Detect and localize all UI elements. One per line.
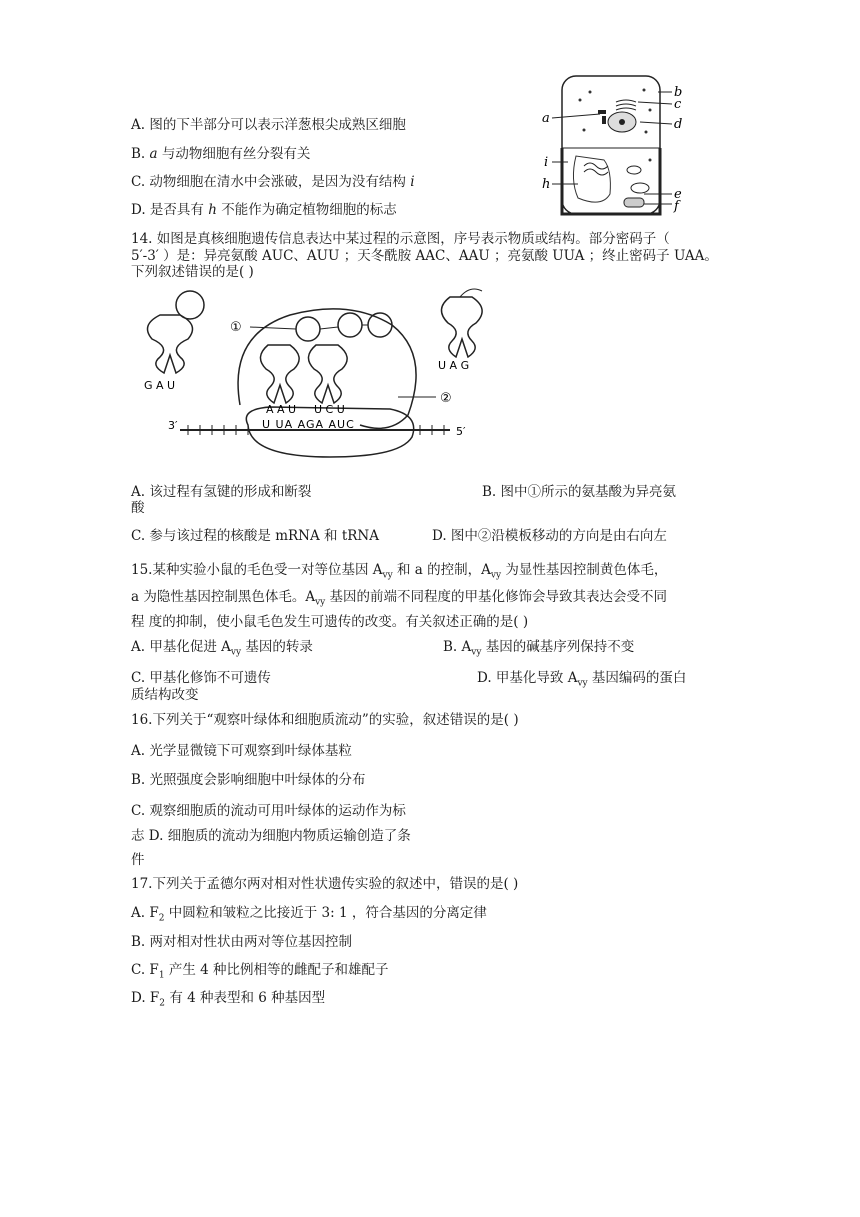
cell-label-c: c xyxy=(674,97,682,112)
cell-label-h: h xyxy=(542,177,551,192)
cell-label-d: d xyxy=(674,117,683,132)
trna-right-anticodon: U A G xyxy=(438,359,470,372)
q15-option-d-cont: 质结构改变 xyxy=(131,687,199,703)
q13-option-a: A. 图的下半部分可以表示洋葱根尖成熟区细胞 xyxy=(131,117,406,133)
q15-option-d xyxy=(477,669,686,693)
q14-option-c: C. 参与该过程的核酸是 mRNA 和 tRNA xyxy=(131,528,379,544)
q14-stem-line3: 下列叙述错误的是( ) xyxy=(131,264,254,280)
q13-option-d xyxy=(131,201,397,219)
q14-translation-figure xyxy=(130,285,500,470)
cell-label-f: f xyxy=(674,199,679,214)
q15-s2b: 基因的前端不同程度的甲基化修饰会导致其表达会受不同 xyxy=(325,589,668,605)
q14-option-b-cont: 酸 xyxy=(131,500,145,516)
mrna-3-end: 3′ xyxy=(168,419,178,432)
q14-option-b: B. 图中①所示的氨基酸为异亮氨 xyxy=(482,484,677,500)
trna-mid1-anticodon: A A U xyxy=(266,403,297,416)
label-2: ② xyxy=(440,391,452,406)
q16-stem: 16.下列关于“观察叶绿体和细胞质流动”的实验，叙述错误的是( ) xyxy=(131,712,519,728)
trna-left-anticodon: G A U xyxy=(144,379,176,392)
q15-stem-line2 xyxy=(131,588,667,612)
q17-option-d xyxy=(131,989,325,1013)
q15-s1-sub: vy xyxy=(382,570,393,581)
mrna-5-end: 5′ xyxy=(456,425,466,438)
q15-s1a: 15.某种实验小鼠的毛色受一对等位基因 A xyxy=(131,562,383,578)
cell-label-a: a xyxy=(542,111,550,126)
q15-b-sub: vy xyxy=(471,647,482,658)
q17-a-post: 中圆粒和皱粒之比接近于 3: 1 ，符合基因的分离定律 xyxy=(164,905,487,921)
q17-d-sub: 2 xyxy=(159,998,166,1009)
q15-stem-line3: 程 度的抑制，使小鼠毛色发生可遗传的改变。有关叙述正确的是( ) xyxy=(131,614,529,630)
q13-b-prefix: B. xyxy=(131,146,150,162)
q17-c-post: 产生 4 种比例相等的雌配子和雄配子 xyxy=(164,962,389,978)
q15-option-c: C. 甲基化修饰不可遗传 xyxy=(131,670,271,686)
q15-stem-line1 xyxy=(131,561,667,585)
q15-a-sub: vy xyxy=(230,647,242,658)
q17-c-sub: 1 xyxy=(158,970,165,981)
q14-stem-line2: 5′-3′ ）是：异亮氨酸 AUC、AUU ；天冬酰胺 AAC、AAU ；亮氨酸 UUA ；终止密码子 UAA。 xyxy=(131,248,718,264)
q16-option-c: C. 观察细胞质的流动可用叶绿体的运动作为标 xyxy=(131,803,406,819)
label-1: ① xyxy=(230,320,242,335)
q14-option-a: A. 该过程有氢键的形成和断裂 xyxy=(131,484,312,500)
q13-cell-figure xyxy=(540,70,690,220)
q17-stem: 17.下列关于孟德尔两对相对性状遗传实验的叙述中，错误的是( ) xyxy=(131,876,519,892)
q15-d-sub: vy xyxy=(577,678,588,689)
trna-mid2-anticodon: U C U xyxy=(314,403,345,416)
q13-b-rest: 与动物细胞有丝分裂有关 xyxy=(157,146,311,162)
q17-a-pre: A. F xyxy=(131,905,159,921)
q15-a-post: 基因的转录 xyxy=(241,639,313,655)
q13-c-prefix: C. 动物细胞在清水中会涨破，是因为没有结构 xyxy=(131,174,411,190)
q13-option-c xyxy=(131,173,415,191)
q13-b-var: a xyxy=(149,146,158,162)
q17-option-a xyxy=(131,904,487,928)
q17-d-post: 有 4 种表型和 6 种基因型 xyxy=(165,990,326,1006)
q15-s2a: a 为隐性基因控制黑色体毛。A xyxy=(131,589,316,605)
q13-option-b xyxy=(131,145,310,163)
q15-s1c: 为显性基因控制黄色体毛， xyxy=(501,562,668,578)
q17-d-pre: D. F xyxy=(131,990,160,1006)
q17-a-sub: 2 xyxy=(158,913,165,924)
q15-s1b: 和 a 的控制，A xyxy=(392,562,491,578)
q17-c-pre: C. F xyxy=(131,962,159,978)
q16-option-a: A. 光学显微镜下可观察到叶绿体基粒 xyxy=(131,743,352,759)
q13-d-var: h xyxy=(208,202,217,218)
q14-stem-line1: 14. 如图是真核细胞遗传信息表达中某过程的示意图，序号表示物质或结构。部分密码子（ xyxy=(131,231,670,247)
q15-a-pre: A. 甲基化促进 A xyxy=(131,639,231,655)
cell-label-e: e xyxy=(674,187,682,202)
q16-option-d-cont: 件 xyxy=(131,852,145,868)
q13-d-rest: 不能作为确定植物细胞的标志 xyxy=(216,202,397,218)
q15-s2-sub: vy xyxy=(315,597,326,608)
q14-option-d: D. 图中②沿模板移动的方向是由右向左 xyxy=(432,528,667,544)
mrna-codons: U UA AGA AUC xyxy=(262,418,355,431)
q17-option-b: B. 两对相对性状由两对等位基因控制 xyxy=(131,934,353,950)
q13-d-prefix: D. 是否具有 xyxy=(131,202,209,218)
q16-option-b: B. 光照强度会影响细胞中叶绿体的分布 xyxy=(131,772,366,788)
q15-option-b xyxy=(443,638,634,662)
cell-label-b: b xyxy=(674,85,683,100)
q13-c-var: i xyxy=(410,174,415,190)
q15-option-a xyxy=(131,638,313,662)
q15-s1-sub2: vy xyxy=(490,570,502,581)
q15-b-post: 基因的碱基序列保持不变 xyxy=(481,639,635,655)
q16-option-c-cont: 志 D. 细胞质的流动为细胞内物质运输创造了条 xyxy=(131,828,411,844)
q15-d-post: 基因编码的蛋白 xyxy=(587,670,687,686)
cell-label-i: i xyxy=(544,155,549,170)
q15-d-pre: D. 甲基化导致 A xyxy=(477,670,578,686)
q17-option-c xyxy=(131,961,389,985)
q15-b-pre: B. A xyxy=(443,639,472,655)
